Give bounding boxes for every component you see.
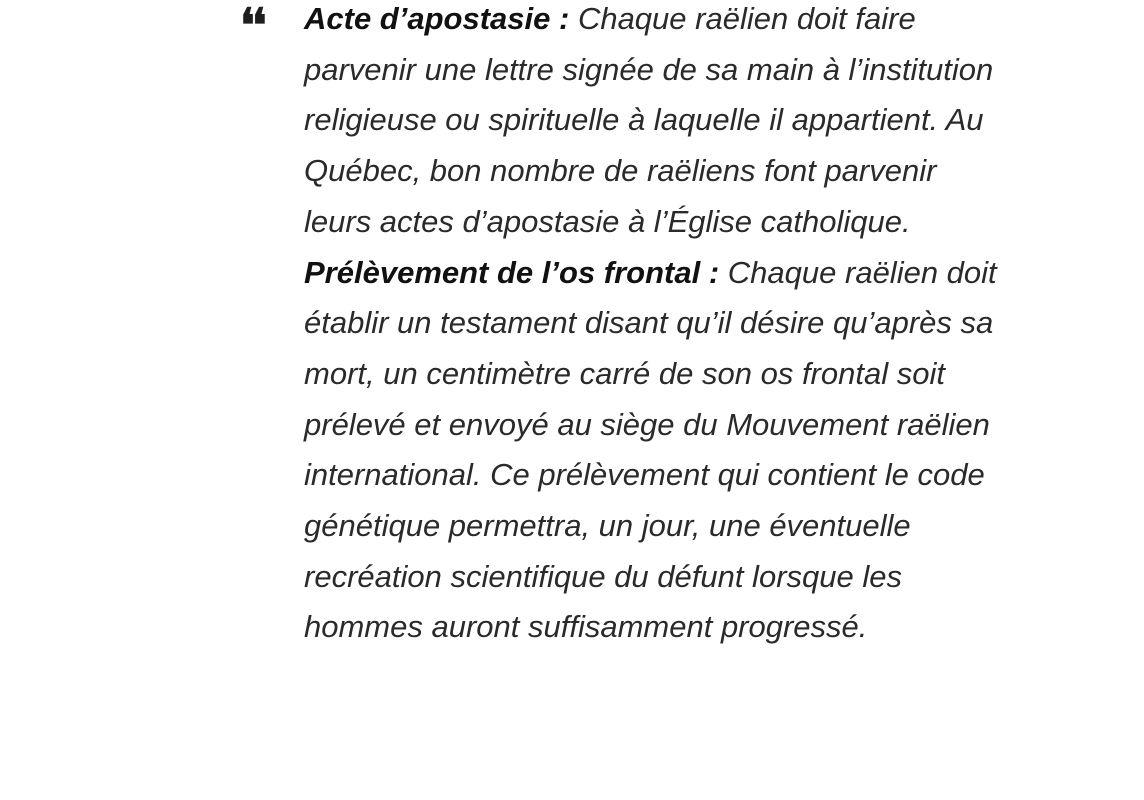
entry-acte-apostasie xyxy=(304,0,1004,248)
entry-term: Acte d’apostasie : xyxy=(304,1,570,36)
entry-term: Prélèvement de l’os frontal : xyxy=(304,254,720,290)
entry-text: Chaque raëlien doit établir un testament disant qu’il désire qu’après sa mort, un centimètre carré de son os frontal soit prélevé et envoyé au siège du Mouvement raëlien international. Ce prélèvement qui contient le code génétique permettra, un jour, une éventuelle recréation scientifique du défunt lorsque les hommes auront suffisamment progressé. xyxy=(304,254,997,645)
entry-prelevement-os-frontal xyxy=(304,248,1004,654)
quote-mark-icon: ❛❛ xyxy=(240,0,264,52)
blockquote xyxy=(304,0,1004,653)
entry-text: Chaque raëlien doit faire parvenir une lettre signée de sa main à l’institution religieuse ou spirituelle à laquelle il appartient. Au Québec, bon nombre de raëliens font parvenir leurs actes d’apostasie à l’Église catholique. xyxy=(304,1,994,239)
